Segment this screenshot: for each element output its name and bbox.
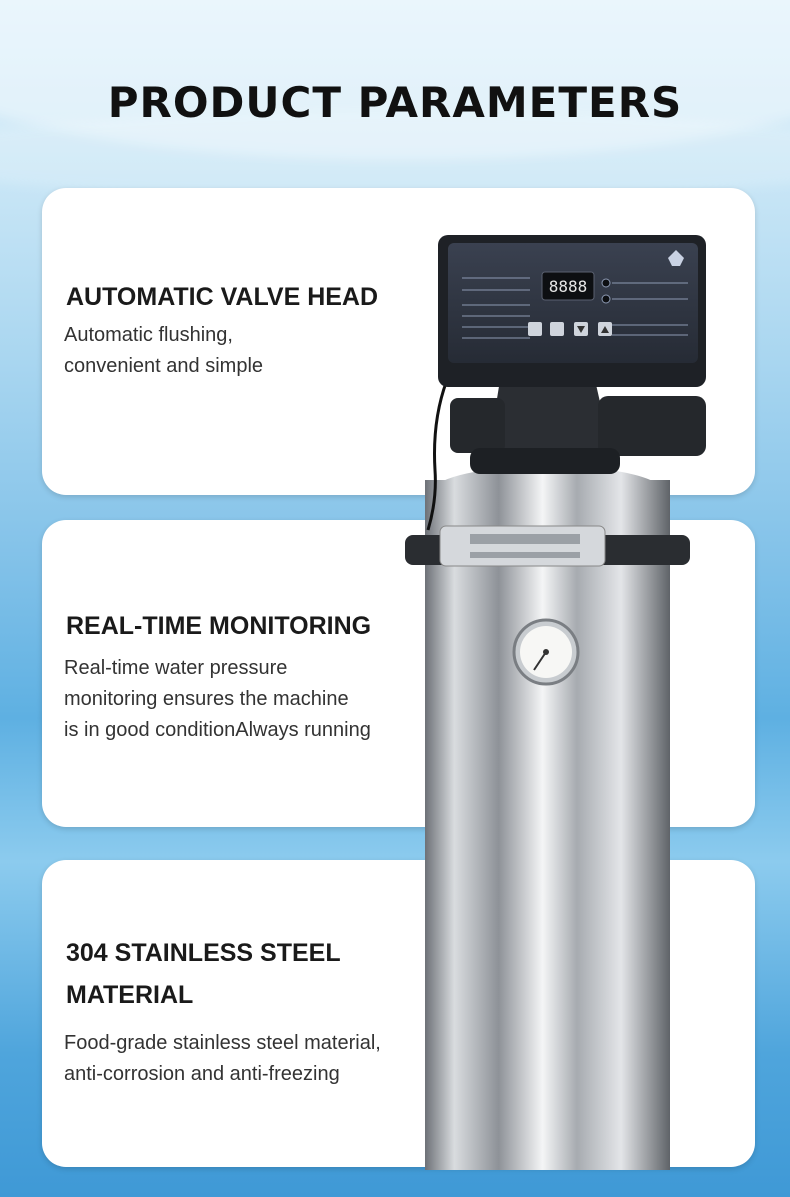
feature-description: Automatic flushing, convenient and simple [64, 324, 264, 377]
menu-button-icon [528, 322, 542, 336]
control-panel [448, 243, 698, 363]
steel-tank-body [425, 480, 670, 1170]
feature-title: AUTOMATIC VALVE HEAD [66, 283, 379, 311]
page-title: PRODUCT PARAMETERS [107, 78, 683, 127]
led-display-digits: 8888 [548, 277, 588, 296]
feature-title: REAL-TIME MONITORING [66, 612, 372, 640]
indicator-light [602, 279, 610, 287]
pipe-left [450, 398, 505, 453]
feature-description: Real-time water pressure monitoring ensures the machine is in good conditionAlways running [64, 657, 371, 741]
set-button-icon [550, 322, 564, 336]
pressure-gauge-icon [514, 620, 578, 684]
indicator-light [602, 295, 610, 303]
valve-neck [488, 380, 612, 455]
feature-description: Food-grade stainless steel material, anti-corrosion and anti-freezing [64, 1032, 381, 1085]
feature-title: 304 STAINLESS STEEL MATERIAL [66, 939, 341, 1009]
pipe-right [598, 396, 706, 456]
